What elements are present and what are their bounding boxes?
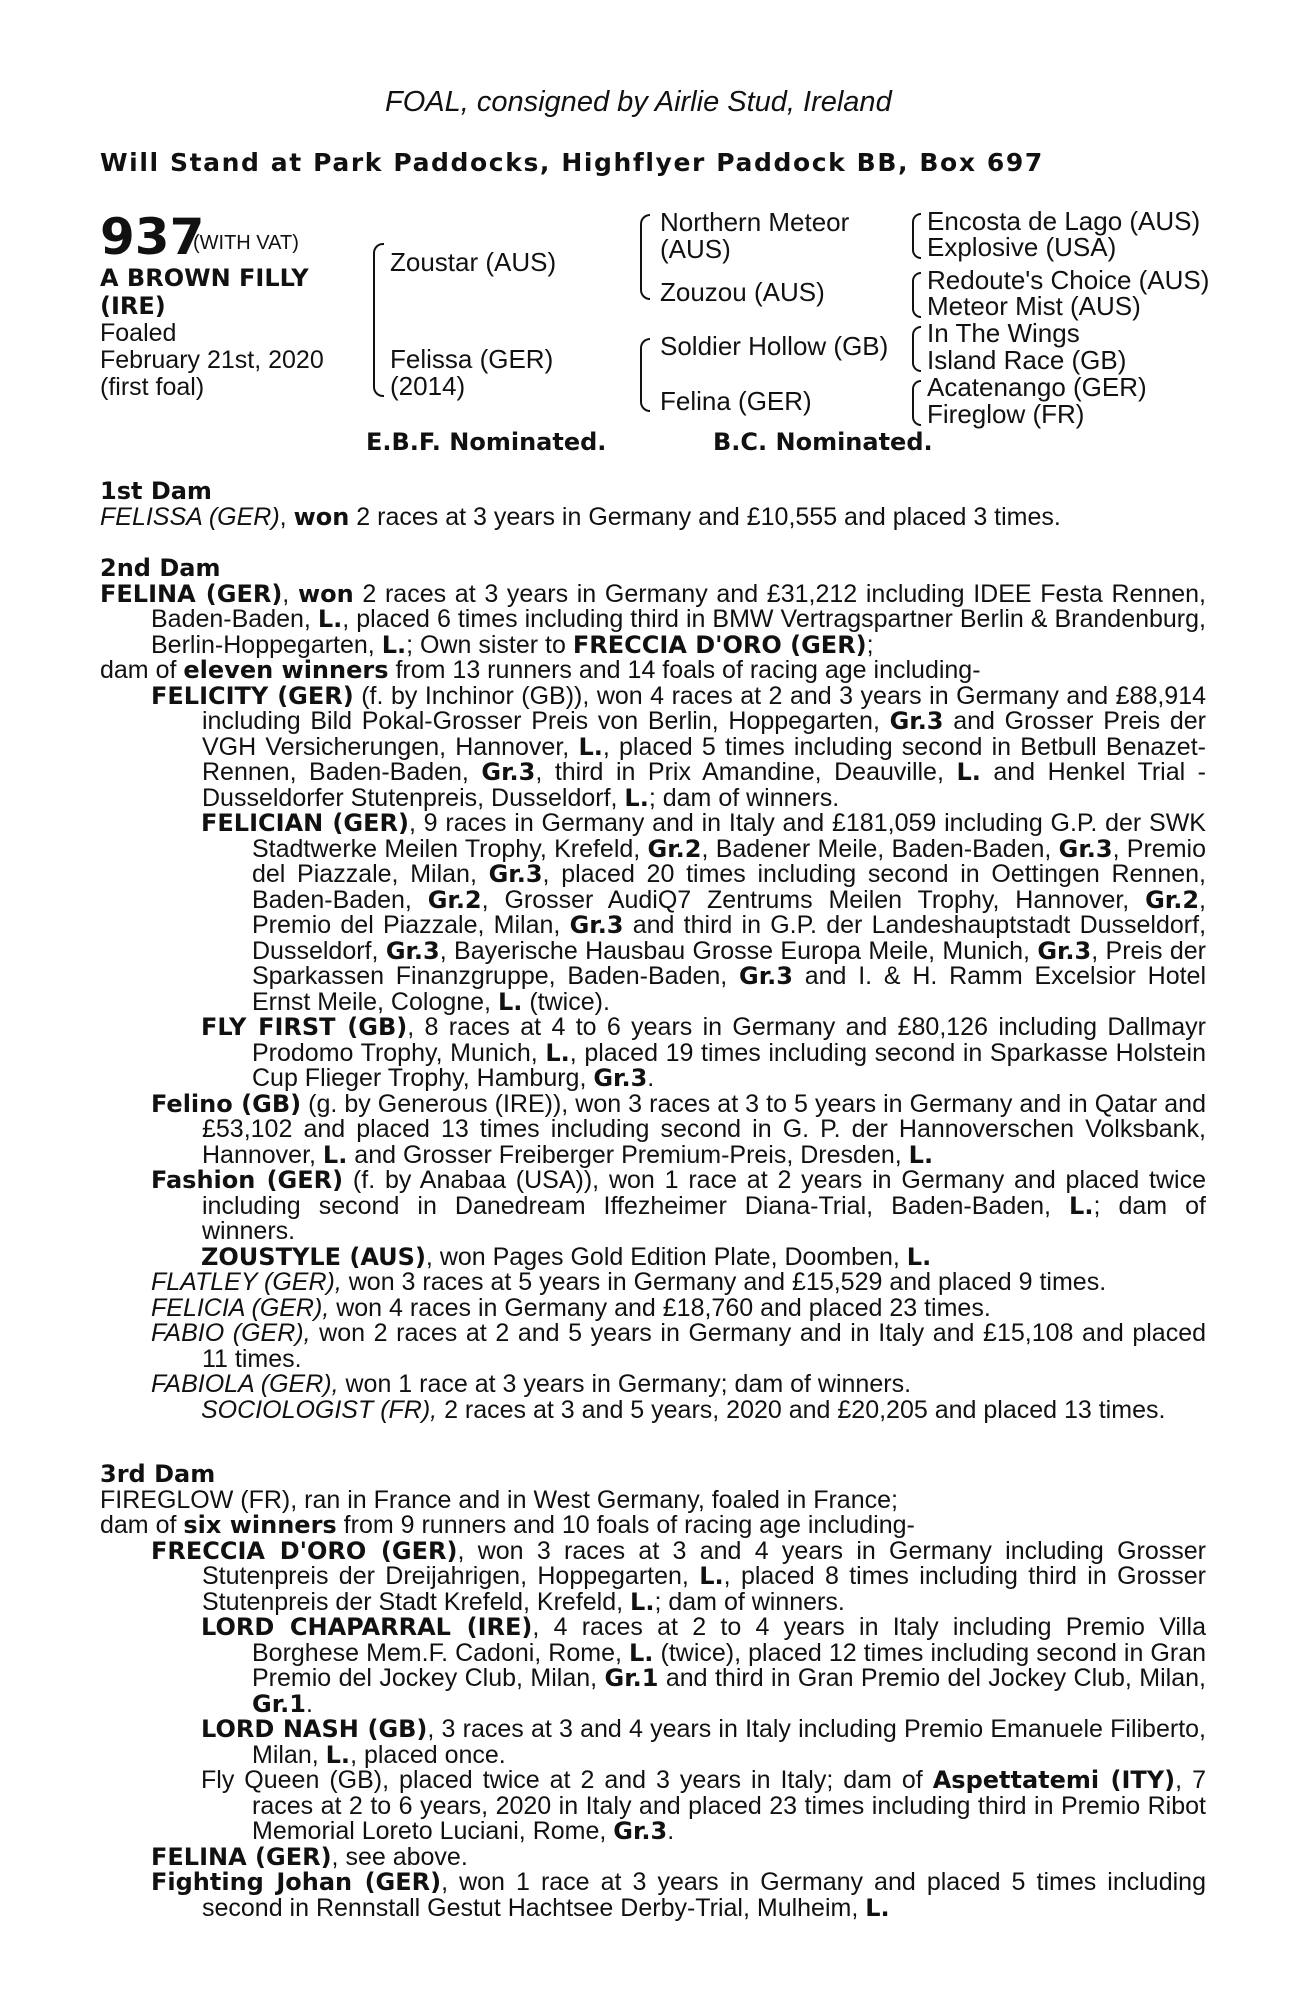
brace-sire: [640, 214, 650, 300]
produce-fashion: Fashion (GER) (f. by Anabaa (USA)), won 1 race at 2 years in Germany and placed twice including second in Danedream Iffezheimer Diana-Trial, Baden-Baden, L.; dam of winners.: [151, 1166, 1206, 1245]
pedigree-sire-sire: Northern Meteor: [660, 207, 850, 237]
first-dam-heading: 1st Dam: [100, 477, 212, 505]
produce-lord-nash: LORD NASH (GB), 3 races at 3 and 4 years in Italy including Premio Emanuele Filiberto, Milan, L., placed once.: [201, 1715, 1206, 1769]
produce-fabiola: FABIOLA (GER), won 1 race at 3 years in Germany; dam of winners.: [151, 1370, 912, 1398]
pedigree-dam: Felissa (GER): [390, 344, 554, 374]
produce-fly-queen: Fly Queen (GB), placed twice at 2 and 3 years in Italy; dam of Aspettatemi (ITY), 7 races at 2 to 6 years, 2020 in Italy and placed 23 times including third in Premio Ribot Memorial Loreto Luciani, Rome, Gr.3.: [201, 1766, 1206, 1845]
pedigree-g7: Acatenango (GER): [927, 372, 1147, 402]
ebf-nominated: E.B.F. Nominated.: [366, 428, 607, 456]
produce-freccia: FRECCIA D'ORO (GER), won 3 races at 3 and 4 years in Germany including Grosser Stutenpreis der Dreijahrigen, Hoppegarten, L., placed 8 times including third in Grosser Stutenpreis der Stadt Krefeld, Krefeld, L.; dam of winners.: [151, 1536, 1207, 1616]
brace-g2: [912, 272, 921, 318]
second-dam-record: FELINA (GER), won 2 races at 3 years in Germany and £31,212 including IDEE Festa Rennen, Baden-Baden, L., placed 6 times including third in BMW Vertragspartner Berlin & Brandenburg, Berlin-Hoppegarten, L.; Own sister to FRECCIA D'ORO (GER);: [100, 579, 1206, 659]
pedigree-sire-dam: Zouzou (AUS): [660, 277, 825, 307]
pedigree-dam-dam: Felina (GER): [660, 386, 812, 416]
pedigree-g8: Fireglow (FR): [927, 399, 1085, 429]
third-dam-record: FIREGLOW (FR), ran in France and in West Germany, foaled in France;: [100, 1485, 898, 1514]
third-dam-heading: 3rd Dam: [100, 1460, 216, 1488]
produce-felino: Felino (GB) (g. by Generous (IRE)), won 3 races at 3 to 5 years in Germany and in Qatar and £53,102 and placed 13 times including second in G. P. der Hannoverschen Volksbank, Hannover, L. and Grosser Freiberger Premium-Preis, Dresden, L.: [151, 1089, 1206, 1169]
first-dam-record: FELISSA (GER), won 2 races at 3 years in Germany and £10,555 and placed 3 times.: [100, 502, 1061, 531]
lot-description-origin: (IRE): [100, 292, 166, 320]
pedigree-g4: Meteor Mist (AUS): [927, 291, 1141, 321]
produce-felicia: FELICIA (GER), won 4 races in Germany and £18,760 and placed 23 times.: [151, 1293, 991, 1322]
produce-felicity: FELICITY (GER) (f. by Inchinor (GB)), won 4 races at 2 and 3 years in Germany and £88,914 including Bild Pokal-Grosser Preis von Berlin, Hoppegarten, Gr.3 and Grosser Preis der VGH Versicherungen, Hannover, L., placed 5 times including second in Betbull Benazet-Rennen, Baden-Baden, Gr.3, third in Prix Amandine, Deauville, L. and Henkel Trial - Dusseldorfer Stutenpreis, Dusseldorf, L.; dam of winners.: [151, 681, 1207, 812]
lot-number: 937: [100, 208, 205, 266]
pedigree-sire: Zoustar (AUS): [390, 247, 557, 277]
produce-flatley: FLATLEY (GER), won 3 races at 5 years in Germany and £15,529 and placed 9 times.: [151, 1268, 1107, 1296]
brace-g1: [912, 213, 921, 259]
brace-g4: [912, 380, 921, 426]
pedigree-g1: Encosta de Lago (AUS): [927, 206, 1201, 236]
third-dam-produce: dam of six winners from 9 runners and 10 foals of racing age including-: [100, 1511, 915, 1539]
lot-vat: (WITH VAT): [193, 232, 299, 254]
second-dam-heading: 2nd Dam: [100, 554, 221, 582]
produce-lord-chaparral: LORD CHAPARRAL (IRE), 4 races at 2 to 4 years in Italy including Premio Villa Borghese Mem.F. Cadoni, Rome, L. (twice), placed 12 times including second in Gran Premio del Jockey Club, Milan, Gr.1 and third in Gran Premio del Jockey Club, Milan, Gr.1.: [201, 1613, 1206, 1718]
lot-foaled-date: February 21st, 2020: [100, 346, 324, 374]
bc-nominated: B.C. Nominated.: [713, 428, 933, 456]
brace-dam: [640, 338, 650, 412]
produce-zoustyle: ZOUSTYLE (AUS), won Pages Gold Edition Plate, Doomben, L.: [201, 1242, 932, 1271]
pedigree-g6: Island Race (GB): [927, 345, 1127, 375]
lot-foaled: Foaled: [100, 319, 177, 347]
first-dam-section: [100, 479, 1206, 530]
consignor-line: FOAL, consigned by Airlie Stud, Ireland: [385, 86, 892, 118]
produce-fly-first: FLY FIRST (GB), 8 races at 4 to 6 years in Germany and £80,126 including Dallmayr Prodomo Trophy, Munich, L., placed 19 times including second in Sparkasse Holstein Cup Flieger Trophy, Hamburg, Gr.3.: [201, 1013, 1206, 1092]
lot-first-foal: (first foal): [100, 373, 205, 401]
brace-main: [373, 243, 384, 397]
produce-felina: FELINA (GER), see above.: [151, 1842, 468, 1871]
stand-line: Will Stand at Park Paddocks, Highflyer Paddock BB, Box 697: [100, 148, 1044, 177]
pedigree-sire-sire-origin: (AUS): [660, 234, 731, 264]
lot-description: A BROWN FILLY: [100, 264, 309, 292]
produce-fabio: FABIO (GER), won 2 races at 2 and 5 years in Germany and in Italy and £15,108 and placed 11 times.: [151, 1319, 1207, 1373]
third-dam-section: [100, 1462, 1206, 1921]
pedigree-dam-sire: Soldier Hollow (GB): [660, 331, 889, 361]
pedigree-g2: Explosive (USA): [927, 232, 1117, 262]
produce-felician: FELICIAN (GER), 9 races in Germany and in Italy and £181,059 including G.P. der SWK Stadtwerke Meilen Trophy, Krefeld, Gr.2, Badener Meile, Baden-Baden, Gr.3, Premio del Piazzale, Milan, Gr.3, placed 20 times including second in Oettingen Rennen, Baden-Baden, Gr.2, Grosser AudiQ7 Zentrums Meilen Trophy, Hannover, Gr.2, Premio del Piazzale, Milan, Gr.3 and third in G.P. der Landeshauptstadt Dusseldorf, Dusseldorf, Gr.3, Bayerische Hausbau Grosse Europa Meile, Munich, Gr.3, Preis der Sparkassen Finanzgruppe, Baden-Baden, Gr.3 and I. & H. Ramm Excelsior Hotel Ernst Meile, Cologne, L. (twice).: [201, 809, 1207, 1016]
pedigree-g3: Redoute's Choice (AUS): [927, 265, 1210, 295]
produce-sociologist: SOCIOLOGIST (FR), 2 races at 3 and 5 years, 2020 and £20,205 and placed 13 times.: [201, 1395, 1166, 1424]
first-dam-name: FELISSA (GER): [100, 502, 280, 531]
pedigree-g5: In The Wings: [927, 318, 1080, 348]
produce-fighting-johan: Fighting Johan (GER), won 1 race at 3 years in Germany and placed 5 times including second in Rennstall Gestut Hachtsee Derby-Trial, Mulheim, L.: [151, 1868, 1206, 1922]
second-dam-produce: dam of eleven winners from 13 runners and 14 foals of racing age including-: [100, 656, 981, 684]
pedigree-dam-year: (2014): [390, 371, 466, 401]
brace-g3: [912, 326, 921, 372]
second-dam-section: [100, 556, 1206, 1423]
